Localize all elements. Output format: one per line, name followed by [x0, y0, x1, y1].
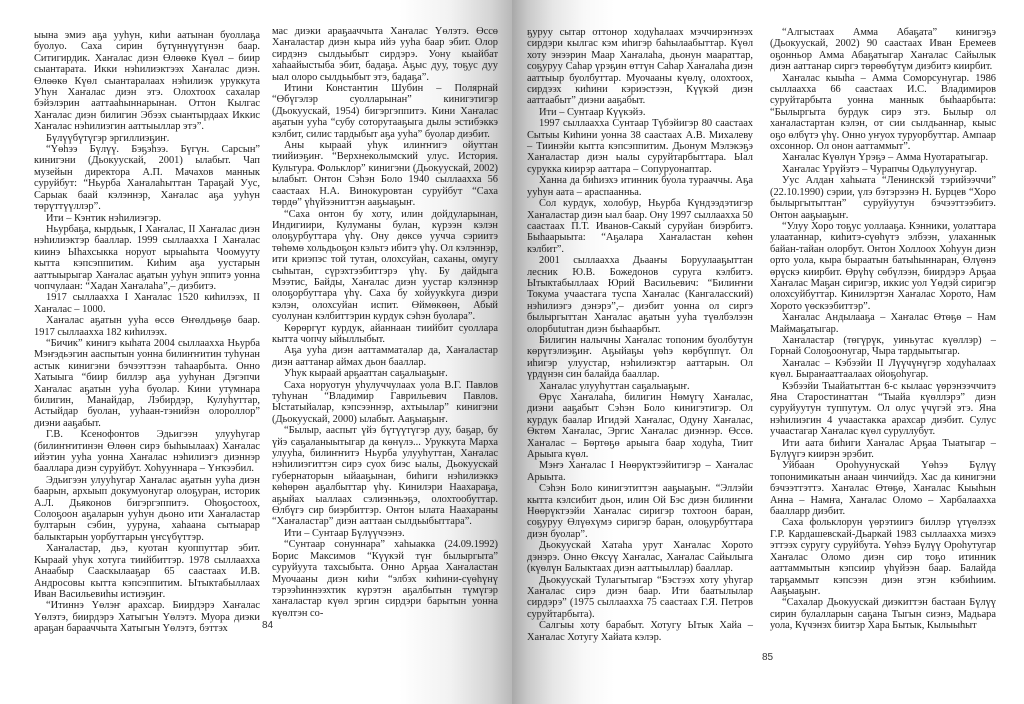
paragraph: Хаҥалас Андылааҕа – Хаҥалас Өтөҕө – Нам Маймаҕатыгар.	[770, 312, 996, 335]
paragraph: Аны кыраай уһук илиҥҥигэ ойуттан тиийиэҕиҥ. “Верхнеколымский улус. История. Культура. Фольклор” кинигэни (Дьокуускай, 2002) ылабыт. Онтон Сэһэн Боло 1940 сыллаахха 56 саастаах Н.А. Винокуровтан суруйбут “Саха төрдө” үһүйээниттэн ааҕыаҕыҥ.	[272, 140, 498, 209]
paragraph: “Сахалар Дьокуускай диэкиттэн бастаан Бүлүү сирин булалларын саҕана Тыгын сиэнэ, Мадьара уола, Күчэнэх биитэр Хара Бытык, Кылыыһыт	[770, 597, 996, 632]
paragraph: Ити аата биһиги Хаҥалас Арҕаа Тыатыгар – Бүлүүгэ киирэн эрэбит.	[770, 437, 996, 461]
paragraph: Бүлүүбүтүгэр эргиллиэҕиҥ.	[46, 132, 170, 144]
paragraph: Өрүс Хаҥалаһа, билигин Нөмүгү Хаҥалас, диэни ааҕабыт Сэһэн Боло кинигэтигэр. Ол курдук баалар Игидэй Хаҥалас, Одуну Хаҥалас, Өктөм Хаҥалас, Эргис Хаҥалас диэннэр. Өссө. Хаҥалас – Бөртөҕө арыыга баар ходуһа, Тиит Арыыга күөл.	[527, 392, 753, 461]
paragraph: “Былыр, ааспыт үйэ бүтүүтүгэр дуу, баҕар, бу үйэ саҕаланыытыгар да көнүлэ... Уруккута Марха улууһа, билиҥҥитэ Ньурба улууһуттан, Хаҥалас нэһилиэгиттэн сирэ суох биэс ыалы, Дьокуускай губернаторын ыйааҕынан, биһиги нэһилиэккэ көһөрөн аҕалбыттар үһү. Кинилэри Наахараҕа, аҕыйах ыаллаах сэлиэнньэҕэ, олохтообуттар. Өлбүгэ сир биэрбиттэр. Онтон ылата Наахараны “Хаҥаластар” диэн ааттаан сылдьыбыттара”.	[272, 425, 498, 528]
paragraph: Итини Константин Шубин – Полярнай “Өбүгэлэр суолларынан” кинигэтигэр (Дьокуускай, 1954) бигэргэппитэ. Кини Хаҥалас аҕатын ууһа “субу соторутааҕыга дылы эстибэккэ кэлбит, силис тардыбыт аҕа ууһа” буолар диэбит.	[272, 83, 498, 140]
paragraph: Ньурбаҕа, кырдьык, I Хаҥалас, II Хаҥалас диэн нэһилиэктэр бааллар. 1999 сыллаахха I Хаҥалас киинэ Ыһахсыкка норуот ырыаһыта Чоомууту кытта кэпсэппитим. Киһим аҕа уустарын ааттыырыгар Хаҥалас аҕатын ууһун эппитэ уонна чопчулаан: “Хадан Хаҥалаһа”,– диэбитэ.	[34, 223, 260, 292]
left-page-column-2	[272, 26, 498, 619]
page-number-right: 85	[762, 652, 774, 663]
paragraph: Уһук кыраай арҕааттан саҕалыаҕыҥ.	[284, 368, 448, 380]
paragraph: Эдьигээн улууһугар Хаҥалас аҕатын ууһа диэн баарын, архыып докумуонугар олоҕуран, историк А.Л. Дьяконов бигэргэппитэ. Оһоҕостоох, Солоҕоон аҕаларын ууһун дьоно ити Хаҥаластар бултарын сэбин, ууруна, хаһаана сытыарар балыктарын уорбуттарын үҥсүбүттэр.	[34, 474, 260, 543]
paragraph: Уус Алдан хаһыата “Ленинскэй тэрийээччи” (22.10.1990) сэрии, үлэ бэтэрээнэ Н. Бурцев “Хоро былыргытыттан” суруйуутун бэчээттээбитэ. Онтон ааҕыаҕыҥ.	[770, 175, 996, 221]
paragraph: “Алгыстаах Амма Абаҕата” кинигэҕэ (Дьокуускай, 2002) 90 саастаах Иван Еремеев оҕонньор Амма Абаҕатыгар Хаҥалас Сайылык диэн ааттанар сиргэ төрөөбүтүм диэбитэ киирбит.	[770, 27, 996, 73]
paragraph: Ханна да биһиэхэ итинник буола турааччы. Аҕа ууһун аата – араспаанньа.	[527, 175, 753, 198]
paragraph: Билигин налычны Хаҥалас топоним буолбутун көрүтэлиэҕиҥ. Аҕыйаҕы үөһэ көрбүппүт. Ол иһигэр улуустар, нэһилиэктэр ааттарын. Ол үрдүнэн син балайда бааллар.	[527, 334, 753, 381]
paragraph: Хаҥалас Күөлүн Үрэҕэ – Амма Нуотаратыгар.	[782, 152, 989, 164]
paragraph: Хаҥалас – Кэбээйи II Лүүчүнүгэр ходуһалаах күөл. Быраҥааттаалаах ойоҕоһугар.	[770, 357, 996, 381]
paragraph: мас диэки араҕааччыта Хаҥалас Үөлэтэ. Өссө Хаҥаластар диэн кыра ийэ ууһа баар эбит. Олор сирдэнэ сылдьыбыт сирдэрэ. Уону кыайбат хаһаайыстыба эбит, бадаҕа. Аҕыс дуу, тоҕус дуу ыал олоро сылдьыбыт этэ, бадаҕа”.	[272, 26, 498, 83]
paragraph: Аҕа ууһа диэн ааттамматалар да, Хаҥаластар диэн ааттанар аймах дьон бааллар.	[272, 345, 498, 368]
paragraph: Г.В. Ксенофонтов Эдьигээн улууһугар (билиҥҥитинэн Өлөөн сирэ быһыылаах) Хаҥалас ийэтин ууһа уонна Хаҥалас нэһилиэгэ диэннэр баалларa диэн суруйбут. Хоһууннара – Үҥкээбил.	[34, 429, 260, 475]
page-number-left: 84	[262, 620, 274, 631]
paragraph: Ити – Сунтаар Бүлүүчээнэ.	[284, 527, 405, 539]
paragraph: Хаҥалас улууһуттан саҕалыаҕыҥ.	[539, 380, 690, 392]
right-page-column-2	[770, 27, 996, 632]
paragraph: 2001 сыллаахха Дьааҥы Боруулааҕыттан лесник Ю.В. Божедонов суруга кэлбитэ. Ытыктабыллаах Юрий Васильевич: “Билиҥҥи Токума учаастага туспа Хаҥалас (Кангаласский) нэһилиэгэ дэнэрэ”,– диэбит уонна ол сиргэ былыргыттан Хаҥалас аҕатын ууһа түөлбэлээн олорбututтан диэн быһаарбыт.	[527, 255, 753, 335]
paragraph: Мэҥэ Хаҥалас I Нөөрүктээйитигэр – Хаҥалас Арыыта.	[527, 460, 753, 483]
paragraph: 1997 сыллаахха Сунтаар Түбэйигэр 80 саастаах Сытыы Киһини уонна 38 саастаах А.В. Михалеву – Тиинэйи кытта кэпсэппитим. Дьонум Мэлэкэҕэ Хаҥаластар диэн ыалы суруйтарбыттара. Ыал сурукка киирэр ааттара – Сопуруонаптар.	[527, 118, 753, 175]
paragraph: Сэһэн Боло кинигэтиттэн ааҕыаҕыҥ. “Эллэйи кытта кэлсибит дьон, илин Ой Бэс диэн билиҥҥи Нөөрүктээйи Хаҥалас сиригэр тохтоон баран, соҕуруу Өлүөхүмэ сиригэр баран, олоҕурбуттара диэн буолар”.	[527, 483, 753, 540]
paragraph: Уйбаан Ороһуунускай Үөһээ Бүлүү топонимикатын анаан чинчийдэ. Хас да кинигэни бэчээттэттэ. Хаҥалас Өтөҕө, Хаҥалас Кыыһын Анна – Намҥа, Хаҥалас Оломо – Харбалаахха баалларр диэбит.	[770, 460, 996, 518]
right-page-column-1	[527, 27, 753, 643]
paragraph: ыына эмиэ аҕа ууһун, киһи аатынан буоллаҕа буолуо. Саха сирин бүтүннүүтүнэн баар. Ситигирдик. Хаҥалас диэн Өлөөкө Күөл – биир сыантарата. Икки нэһилиэктээх Хаҥалас диэн. Өлөөкө Күөл сыантаралаах нэһилиэк уруккута Уһун Хаҥалас диэн этэ. Олохтоох сахалар бэйэлэрин ааттааһыннарынан. Оттон Кылгас Хаҥалас диэн билигин Эбээх сыантырдаах Иккис Хаҥалас нэһилиэгин ааттыыллар этэ”.	[34, 30, 260, 133]
paragraph: Хаҥалас аҕатын ууһа өссө Өҥөлдьөҕө баар. 1917 сыллаахха 182 киһилээх.	[34, 315, 260, 338]
right-page	[512, 0, 1024, 704]
paragraph: Ити – Кэнтик нэһилиэгэр.	[46, 212, 162, 224]
paragraph: Дьокуускай Хатаһа урут Хаҥалас Хорото дэнэрэ. Онно Өксүү Хаҥалас, Хаҥалас Сайылыга (күөлүн Балыктаах диэн ааттыыллар) бааллар.	[527, 540, 753, 575]
paragraph: Саха фольклорун үөрэтиигэ биллэр үтүөлээх Г.Р. Кардашевскай-Дьаркай 1983 сыллаахха миэхэ эттээх суругу суруйбута. Үөһээ Бүлүү Ороһутугар Хаҥалас Оломо диэн сир тоҕо итинник ааттаммытын кэпсиир үһүйээн баар. Балайда тарҕаммыт кэпсээн диэн этэн кэбиһиим. Ааҕыаҕыҥ.	[770, 517, 996, 597]
paragraph: Дьокуускай Тулагытыгар “Бэстээх хоту уһугар Хаҥалас сирэ диэн баар. Ити баатылылар сирдэрэ” (1975 сыллаахха 75 саастаах Г.Я. Петров суруйтарбыта).	[527, 574, 753, 620]
paragraph: Ити – Сунтаар Күүкэйэ.	[539, 106, 646, 118]
left-page-column-1	[34, 30, 260, 635]
paragraph: Хаҥалас Үрүйэтэ – Чурапчы Одьулуунугар.	[782, 163, 977, 175]
paragraph: “Бичик” кинигэ кыһата 2004 сыллаахха Ньурба Мэҥэдьэгин ааспытын уонна билиҥҥитин туһунан астык кинигэни бэчээттээн таһаарбыта. Онно Хатыыга “биир биллэр аҕа ууһунан Дэгэпчи Хаҥалас аҕатын ууһа буолар. Кини утумнара билигин, Манайдар, Лэбирдэр, Кулуһуттар, Астыйдар буолан, ууһаан-тэнийэн олороллор” диэни ааҕабыт.	[34, 337, 260, 429]
paragraph: ҕуруу сытар оттонор ходуһалаах мэччирэҥнээх сирдэри кылгас кэм иһигэр баһылаабыттар. Күөл хоту энээрин Маар Хаҥалаһа, дьонун мааpаттар, соҕуруу Саһар үрэҕин өттүн Саһар Хаҥалаһа диэн ааттыыр буолбуттар. Муочааны күөлү, олохтоох, сирдээх киһини кэриэстээн, Күүкэй диэн ааттаабыт” диэни ааҕабыт.	[527, 27, 753, 107]
paragraph: “Итиннэ Үөлэҥ арахсар. Биирдэрэ Хаҥалас Үөлэтэ, биирдэрэ Хатыгын Үөлэтэ. Муора диэки араҕан барааччыта Хатыгын Үөлэтэ, бэттэх	[34, 600, 260, 635]
paragraph: 1917 сыллаахха I Хаҥалас 1520 киһилээх, II Хаҥалас – 1000.	[34, 292, 260, 315]
paragraph: Хаҥаластар, дьэ, куотан куоппуттар эбит. Кыраай уһук хотугa тиийбиттэр. 1978 сыллаахха Анаабыр Сааскылааҕар 65 саастаах И.В. Андросовы кытта кэпсэппитим. Ытыктабыллаах Иван Васильевиһы истиэҕиҥ.	[34, 543, 260, 600]
paragraph: “Саха онтон бу хоту, илин дойдуларынан, Индигиири, Кулуманы булан, күрээн кэлэн олоҕурбуттара үһү. Ону дөксө ууччa сэриитэ төһөмө хольдьоҕон кэльтэ ибитэ үһү. Ол кэлэннэр, ити криэпэс той тутан, олохсуйан, саханы, омугу сыһытан, сүрэхтээбиттэрэ үһү. Бу дайдыга Мээтис, Байды, Хаҥалас диэн уустар кэлэннэр олоҕорбуттара үһү. Саха бу хойуукkуга диэри кэлэн, олохсуйан испит. Өймөкөөн, Абый суолунан кэлбиттэрин курдук сэһэн буолара”.	[272, 208, 498, 323]
paragraph: Сол курдук, холобур, Ньурба Күндээдэтигэр Хаҥаластар диэн ыал баар. Ону 1997 сыллаахха 50 саастаах П.Т. Иванов-Сакый суруйан биэрбитэ. Быһаарыыта: “Аҕалара Хаҥаластан көһөн кэлбит”.	[527, 198, 753, 255]
paragraph: Саха норуотун уһулуччулаах уола В.Г. Павлов туһунан “Владимир Гаврильевич Павлов. Ыстатыйалар, кэпсээннэр, ахтыылар” кинигэни (Дьокуускай, 2000) ылабыт. Ааҕыаҕыҥ.	[272, 379, 498, 425]
paragraph: Салгыы хоту барабыт. Хотугу Ытык Хайа – Хаҥалас Хотугу Хайата кэлэр.	[527, 620, 753, 643]
paragraph: “Үөһээ Бүлүү. Бэҕэһээ. Бүгүн. Сарсын” кинигэни (Дьокуускай, 2001) ылабыт. Чап музейын директора А.П. Мачахов маннык суруйбут: “Ньурба Хаҥалаһыттан Тараҕай Уус, Сарыак баай кэлэннэр, Хаҥалас аҕа ууһун төрүттүүллэр”.	[34, 144, 260, 213]
paragraph: Хаҥалас кыыһа – Амма Соморсунугар. 1986 сыллаахха 66 саастаах И.С. Владимиров суруйтарбыта уонна маннык быһаарбыта: “Былыргыта бурдук сирэ этэ. Былыр ол хаҥаластартан кэлэн, от сии сылдьаннар, кыыс оҕо өлбүтэ үһү. Онно уҥуох туруорбуттар. Ампаар охсоннор. Ол онон ааттаммыт”.	[770, 72, 996, 153]
paragraph: Хаҥаластар (төгүрүк, уиньутас күөллэр) – Горнай Солоҕоонугар, Чыра тардыытыгар.	[770, 334, 996, 358]
paragraph: “Улуу Хоро тоҕус уоллааҕа. Кэнники, уолаттара улаатаннар, киһитэ-сүөһүтэ элбээн, улаханнык байан-тайан олорбут. Онтон Холлоох Хоһуун диэн орто уола, кыра быраатын батыһыннаран, Өлүөнэ өрүскэ киирбит. Өрүһү сөбүлээн, биирдэрэ Арҕаа Хаҥалас Маҕан сиригэр, иккис уол Үөдэй сиригэр олохсуйбуттар. Кинилэртэн Хаҥалас Хорото, Нам Хорото үөскээбиттэр”.	[770, 220, 996, 312]
paragraph: Көрөргүт курдук, айаннаан тиийбит суоллара кытта чопчу ыйыллыбыт.	[272, 322, 498, 345]
paragraph: “Сунтаар сонуннара” хаһыакка (24.09.1992) Борис Максимов “Күүкэй түҥ былыргыта” суруйуута тахсыбыта. Онно Арҕаа Хаҥаластан Муочааны диэн киһи “элбэх киһини-сүөһүнү тэрээһиннээхтик күрэтэн аҕалбытын түмүгэр хаҥаластар күөл эргин сирдэри барытын уонна күөлтэн со-	[272, 539, 498, 619]
paragraph: Кэбээйи Тыайатыттан 6-с кылаас үөрэнээччитэ Яна Старостинаттан “Тыайа күөллэрэ” диэн суруйуутун туппутум. Ол олус үчүгэй этэ. Яна нэһилиэгин 4 учаастакка арахсар диэбит. Сулус учаастагар Хаҥалас күөл суруллубут.	[770, 380, 996, 438]
